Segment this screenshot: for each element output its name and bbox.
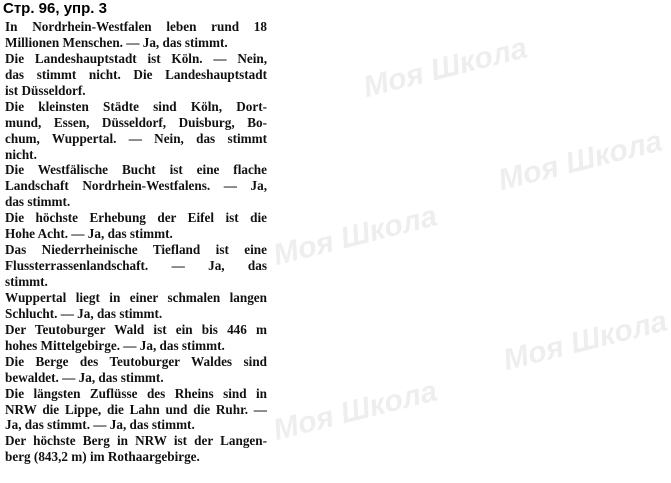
text-line: Flussterrassenlandschaft. — Ja, das [5,258,267,274]
text-line: Hohe Acht. — Ja, das stimmt. [5,226,173,242]
watermark: Моя Школа [495,124,666,198]
text-line: das stimmt nicht. Die Landeshauptstadt [5,66,267,82]
text-line: berg (843,2 m) im Rothaargebirge. [5,449,200,465]
text-line: In Nordrhein-Westfalen leben rund 18 [5,19,267,34]
text-line: Die Berge des Teutoburger Waldes sind [5,353,267,369]
text-line: Millionen Menschen. — Ja, das stimmt. [5,34,228,50]
text-line: Schlucht. — Ja, das stimmt. [5,305,163,321]
text-line: ist Düsseldorf. [5,82,86,98]
text-line: chum, Wuppertal. — Nein, das stimmt [5,130,267,146]
text-line: Das Niederrheinische Tiefland ist eine [5,242,267,258]
text-line: NRW die Lippe, die Lahn und die Ruhr. — [5,401,267,417]
watermark: Моя Школа [270,199,441,273]
watermark: Моя Школа [500,304,671,378]
page-heading: Стр. 96, упр. 3 [3,0,107,17]
watermark: Моя Школа [360,31,531,105]
text-line: Die Westfälische Bucht ist eine flache [5,162,267,178]
text-line: das stimmt. [5,194,71,210]
text-line: mund, Essen, Düsseldorf, Duisburg, Bo- [5,114,267,130]
text-line: stimmt. [5,274,48,289]
text-line: Der Teutoburger Wald ist ein bis 446 m [5,321,267,337]
text-line: Landschaft Nordrhein-Westfalens. — Ja, [5,178,267,194]
text-line: Die Landeshauptstadt ist Köln. — Nein, [5,50,267,66]
text-line: Der höchste Berg in NRW ist der Langen- [5,433,267,449]
watermark: Моя Школа [270,374,441,448]
answer-text [5,19,267,465]
text-line: Die kleinsten Städte sind Köln, Dort- [5,98,267,114]
text-line: hohes Mittelgebirge. — Ja, das stimmt. [5,337,225,353]
text-line: Die längsten Zuflüsse des Rheins sind in [5,385,267,401]
text-line: Ja, das stimmt. — Ja, das stimmt. [5,417,195,433]
text-line: Wuppertal liegt in einer schmalen langen [5,289,267,305]
text-line: Die höchste Erhebung der Eifel ist die [5,210,267,226]
text-line: nicht. [5,146,37,162]
text-line: bewaldet. — Ja, das stimmt. [5,369,164,385]
